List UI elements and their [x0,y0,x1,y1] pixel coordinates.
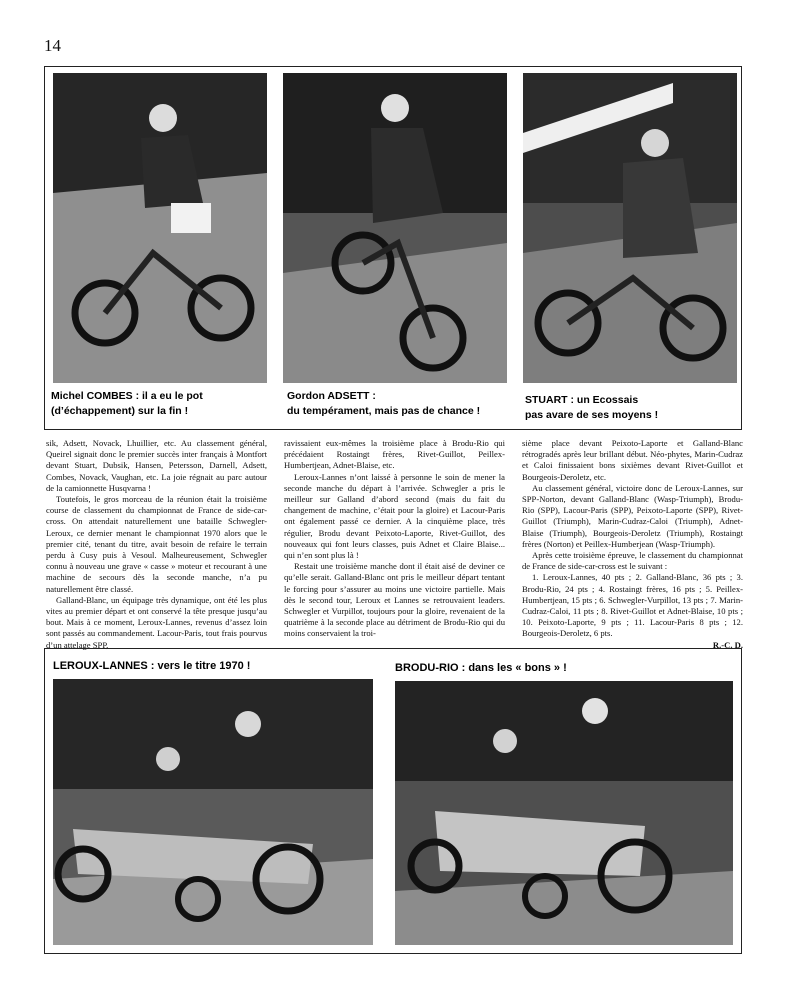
caption-adsett [287,389,513,419]
photo-stuart [523,73,737,383]
article-column-2 [284,438,505,640]
bottom-photo-panel [44,648,742,954]
article-column-1 [46,438,267,651]
paragraph: 1. Leroux-Lannes, 40 pts ; 2. Galland-Blanc, 36 pts ; 3. Brodu-Rio, 24 pts ; 4. Rostaingt frères, 16 pts ; 5. Peillex-Humbertjean, 15 pts ; 6. Schwegler-Vurpillot, 13 pts ; 7. Marin-Cudraz-Caloi, 11 pts ; 8. Rivet-Guillot et Adnet-Blaise, 10 pts ; 10. Peixoto-Laporte, 9 pts ; 11. Lacour-Paris 8 pts ; 12. Bourgeois-Deroletz, 6 pts. [522,572,743,639]
caption-stuart-line1: STUART : un Ecossais [525,394,639,406]
article-body [44,438,743,650]
paragraph: Après cette troisième épreuve, le classement du championnat de France de side-car-cross est le suivant : [522,550,743,572]
paragraph: Toutefois, le gros morceau de la réunion était la troisième course de classement du championnat de France de side-car-cross. On attendait naturellement une bataille Schwegler-Leroux, ce dernier menant le championnat 1970 alors que le premier cité, tenant du titre, avait besoin de refaire le terrain perdu à Cusy puis à Vesoul. Malheureusement, Schwegler connu à nouveau une grave « casse » moteur et recourant à une machine de secours dès la seconde manche, n’a pu naturellement être classé. [46,494,267,594]
paragraph: sik, Adsett, Novack, Lhuillier, etc. Au classement général, Queirel signait donc le premier succès inter français à Montfort devant Stuart, Dubsik, Hansen, Petersson, Darnell, Adsett, Combes, Novack, Vaughan, etc. La joie régnait au parc autour de la camionnette Husqvarna ! [46,438,267,493]
photo-combes [53,73,267,383]
paragraph: Galland-Blanc, un équipage très dynamique, ont été les plus vites au premier départ et ont conservé la tête presque jusqu’au bout. Mais à ce moment, Leroux-Lannes, revenus d’assez loin sont passés au commandement. Lacour-Paris, tout frais pourvus d’un attelage SPP, [46,594,267,650]
paragraph: Leroux-Lannes n’ont laissé à personne le soin de mener la seconde manche du départ à l’arrivée. Schwegler a pris le meilleur sur Galland d’abord second (mais du fait du changement de machine, c’était pour la gloire) et Lacour-Paris ont également passé ce dernier. A la cinquième place, très régulier, Brodu devant Peixoto-Laporte, Rivet-Guillot, des nouveaux qui font leurs classes, puis Adnet et Claire Blaise... qui n’en sont plus là ! [284,471,505,561]
caption-combes-line2: (d’échappement) sur la fin ! [51,405,189,417]
top-photo-panel [44,66,742,430]
paragraph: Restait une troisième manche dont il était aisé de deviner ce qu’elle serait. Galland-Blanc ont pris le meilleur départ tentant le forcing pour s’assurer au moins une victoire partielle. Mais dès le second tour, Leroux et Lannes se retrouvaient leaders. Schwegler et Vurpillot, toujours pour la gloire, revenaient de la quatrième à la seconde place au détriment de Brodu-Rio qui du moins conservaient la troi- [284,561,505,639]
author-signature: R.-C. D. [712,639,743,650]
caption-stuart [525,393,735,423]
page-number: 14 [44,36,61,55]
caption-brodu-rio: BRODU-RIO : dans les « bons » ! [395,662,567,674]
photo-leroux-lannes [53,679,373,945]
article-column-3 [522,438,743,651]
photo-brodu-rio [395,681,733,945]
paragraph: Au classement général, victoire donc de Leroux-Lannes, sur SPP-Norton, devant Galland-Blanc (Wasp-Triumph), Brodu-Rio (SPP), Lacour-Paris (SPP), Peixoto-Laporte (SPP), Rivet-Guillot (Triumph), Marin-Cudraz-Caloi (Triumph), Adnet-Blaise (Triumph), Bourgeois-Deroletz (Triumph), Rostaingt frères (Norton) et Peillex-Humberjean (Wasp-Triumph). [522,482,743,549]
paragraph: ravissaient eux-mêmes la troisième place à Brodu-Rio qui précédaient Rostaingt frères, Rivet-Guillot, Peillex-Humbertjean, Adnet-Blaise, etc. [284,438,505,471]
caption-combes [51,389,271,419]
caption-stuart-line2: pas avare de ses moyens ! [525,409,659,421]
caption-leroux-lannes: LEROUX-LANNES : vers le titre 1970 ! [53,660,251,672]
photo-adsett [283,73,507,383]
caption-adsett-line1: Gordon ADSETT : [287,390,376,402]
caption-combes-line1: Michel COMBES : il a eu le pot [51,390,203,402]
caption-adsett-line2: du tempérament, mais pas de chance ! [287,405,481,417]
paragraph: sième place devant Peixoto-Laporte et Galland-Blanc rétrogradés après leur brillant début. Néo-phytes, Marin-Cudraz et Caloi finissaient bons sixièmes devant Rivet-Guillot et Bourgeois-Deroletz, etc. [522,438,743,482]
